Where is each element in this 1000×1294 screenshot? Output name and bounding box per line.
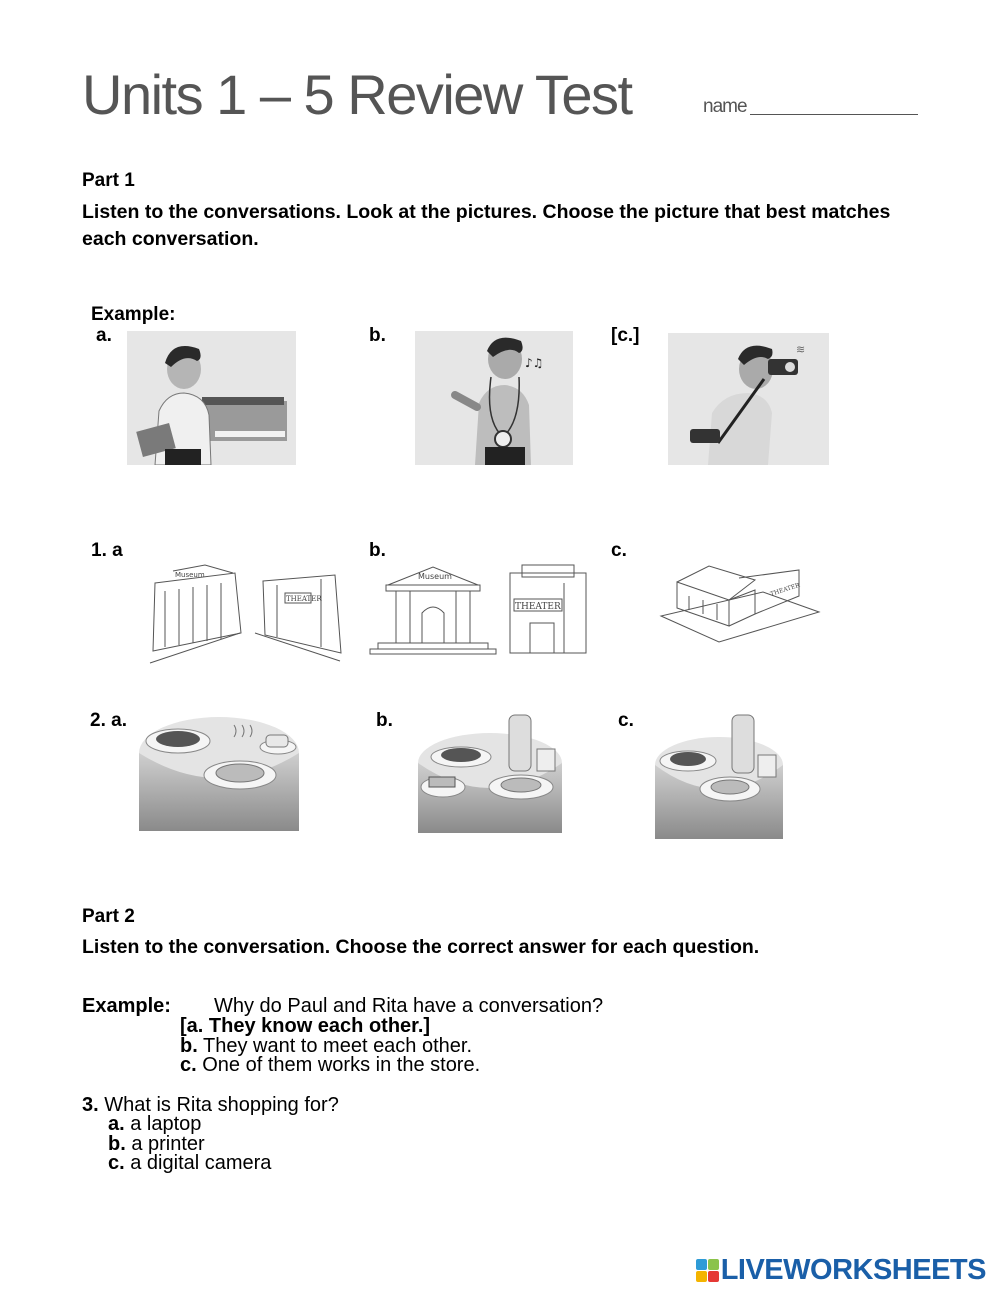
question-text: What is Rita shopping for? [104,1094,339,1116]
option-label[interactable]: b. [376,710,393,731]
q3-answer-c[interactable] [108,1154,271,1174]
example-answer-c[interactable] [180,1056,480,1076]
part1-heading: Part 1 [82,170,135,191]
option-label[interactable]: 1. a [91,540,123,561]
part2-heading: Part 2 [82,906,135,927]
option-label[interactable]: c. [611,540,627,561]
svg-text:≋: ≋ [796,343,806,356]
q3-answer-a[interactable] [108,1115,201,1135]
option-label[interactable]: a. [96,325,112,346]
question-number: 3. [82,1094,99,1116]
answer-text: They want to meet each other. [202,1035,473,1057]
museum-sign: Museum [175,571,205,579]
theater-sign: THEATER [515,602,561,612]
option-label[interactable]: 2. a. [90,710,127,731]
example-question: Why do Paul and Rita have a conversation? [214,995,604,1017]
example-label: Example: [91,304,176,325]
logo-badge-icon [696,1259,719,1282]
museum-next-to-theater-icon [368,563,590,657]
option-label[interactable]: [c.] [611,325,640,346]
man-listening-to-music-icon [415,331,573,465]
answer-text: a printer [131,1133,205,1155]
name-input-line[interactable] [750,114,918,115]
museum-sign: Museum [418,572,452,581]
option-label[interactable]: b. [369,325,386,346]
answer-letter: c. [108,1152,125,1174]
buildings-3d-block-icon [659,556,822,644]
page-title: Units 1 – 5 Review Test [82,63,632,126]
name-label: name [703,96,747,117]
answer-letter: b. [180,1035,198,1057]
logo-text: LIVEWORKSHEETS [720,1254,986,1286]
table-salad-soup-coffee-icon [138,713,300,831]
museum-and-theater-street-icon [145,563,345,668]
option-label[interactable]: b. [369,540,386,561]
theater-sign: THEATER [769,581,801,598]
example-answer-a[interactable]: [a. They know each other.] [180,1015,431,1037]
man-with-camera-icon [668,333,829,465]
man-with-book-and-printer-icon [127,331,296,465]
answer-letter: c. [180,1054,197,1076]
part2-instruction: Listen to the conversation. Choose the correct answer for each question. [82,936,760,958]
answer-text: a digital camera [130,1152,272,1174]
answer-text: a laptop [130,1113,202,1135]
table-salad-sandwich-soup-water-icon [417,713,563,833]
answer-text: One of them works in the store. [202,1054,481,1076]
answer-letter: a. [108,1113,125,1135]
svg-text:♪♫: ♪♫ [525,356,544,370]
theater-sign: THEATER [286,595,322,603]
part2-example-label: Example: [82,995,171,1017]
table-salad-soup-water-icon [654,713,784,839]
liveworksheets-logo[interactable] [696,1254,986,1287]
option-label[interactable]: c. [618,710,634,731]
answer-letter: b. [108,1133,126,1155]
part1-instruction: Listen to the conversations. Look at the pictures. Choose the picture that best matches each conversation. [82,201,891,250]
